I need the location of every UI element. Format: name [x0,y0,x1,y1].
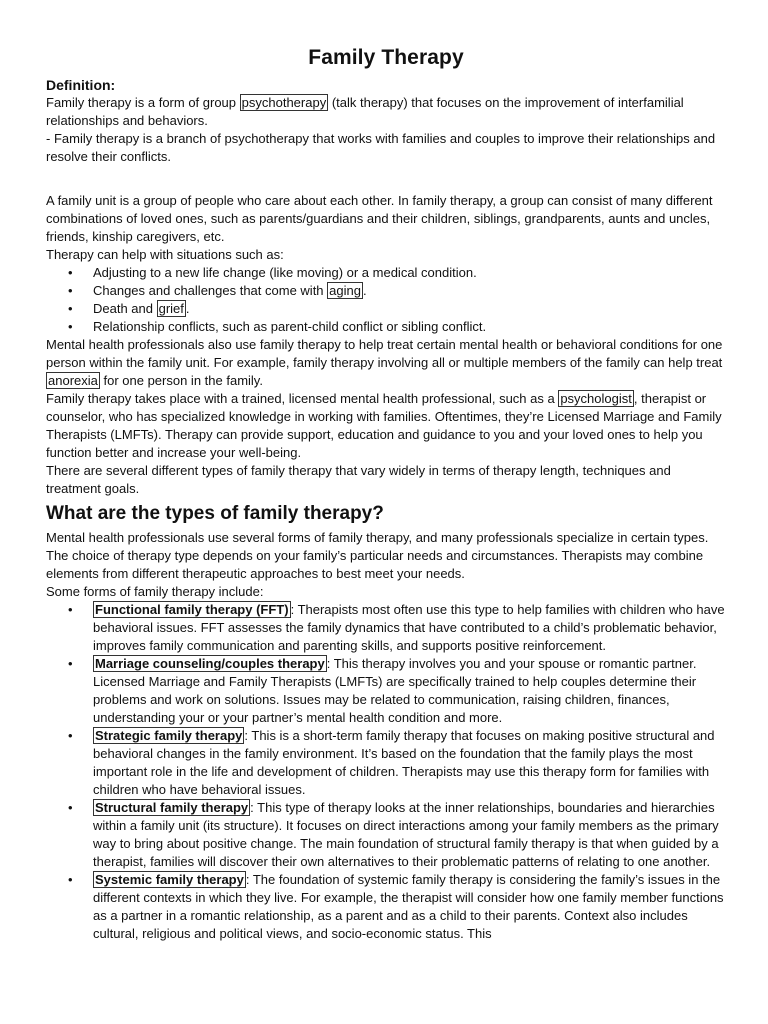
definition-text-before: Family therapy is a form of group [46,95,240,110]
strategic-therapy-link[interactable]: Strategic family therapy [95,728,243,743]
definition-paragraph-2: - Family therapy is a branch of psychotherapy that works with families and couples to improve their relationships and resolve their conflicts. [46,131,716,164]
mental-health-paragraph [46,336,726,390]
systemic-therapy-link[interactable]: Systemic family therapy [95,872,244,887]
spacer [46,166,726,192]
fft-link[interactable]: Functional family therapy (FFT) [95,602,289,617]
several-types-paragraph: There are several different types of family therapy that vary widely in terms of therapy length, techniques and treatment goals. [46,463,671,496]
types-intro-paragraph: Mental health professionals use several forms of family therapy, and many professionals specialize in certain types. The choice of therapy type depends on your family’s particular needs and circumstances. Therapists may combine elements from different therapeutic approaches to best meet your needs. [46,530,709,581]
list-item-text: Changes and challenges that come with [93,283,328,298]
therapy-types-list [46,601,726,943]
psychotherapy-link[interactable]: psychotherapy [241,95,327,110]
situations-list [46,264,726,336]
list-item-text: . [185,301,190,316]
family-unit-paragraph: A family unit is a group of people who care about each other. In family therapy, a group can consist of many different combinations of loved ones, such as parents/guardians and their children, siblings, grandparents, aunts and uncles, friends, kinship caregivers, etc. [46,193,713,244]
paragraph-text: , therapist or counselor, who has specialized knowledge in working with families. Oftentimes, they’re Licensed Marriage and Family Therapists (LMFTs). Therapy can provide support, education and guidance to you and your loved ones to help you function better and increase your well-being. [46,391,722,460]
situations-intro: Therapy can help with situations such as: [46,247,284,262]
list-item [46,300,726,318]
paragraph-text: Family therapy takes place with a trained, licensed mental health professional, such as a [46,391,559,406]
types-heading: What are the types of family therapy? [46,503,384,524]
definition-paragraph-1 [46,94,726,130]
list-item: • Relationship conflicts, such as parent-child conflict or sibling conflict. [46,318,726,336]
list-item-text: Death and [93,301,157,316]
aging-link[interactable]: aging [329,283,361,298]
psychologist-link[interactable]: psychologist [560,391,632,406]
structural-therapy-link[interactable]: Structural family therapy [95,800,249,815]
list-item [46,601,726,655]
document-page [46,44,726,943]
list-item-text: : The foundation of systemic family therapy is considering the family’s issues in the different contexts in which they live. For example, the therapist will consider how one family member functions as a partner in a romantic relationship, as a parent and as a child to their parents. Context also includes cultural, religious and political views, and socio-economic status. This [93,872,724,941]
definition-heading: Definition: [46,77,116,93]
list-item [46,655,726,727]
list-item-text: . [362,283,367,298]
forms-intro: Some forms of family therapy include: [46,584,264,599]
list-item-text: : This is a short-term family therapy that focuses on making positive structural and behavioral changes in the family environment. It’s based on the foundation that the family plays the most important role in the life and development of children. Therapists may use this therapy form for families with children who have behavioral issues. [93,728,715,797]
list-item [46,799,726,871]
anorexia-link[interactable]: anorexia [48,373,98,388]
marriage-counseling-link[interactable]: Marriage counseling/couples therapy [95,656,325,671]
paragraph-text: Mental health professionals also use family therapy to help treat certain mental health or behavioral conditions for one person within the family unit. For example, family therapy involving all or multiple members of the family can help treat [46,337,723,370]
list-item [46,871,726,943]
takes-place-paragraph [46,390,726,462]
list-item-text: : This type of therapy looks at the inner relationships, boundaries and hierarchies within a family unit (its structure). It focuses on direct interactions among your family members as the primary way to bring about positive change. The main foundation of structural family therapy is that when guided by a therapist, families will discover their own alternatives to their problematic patterns of relating to one another. [93,800,719,869]
grief-link[interactable]: grief [158,301,184,316]
definition-text-after: (talk therapy) that focuses on the improvement of interfamilial relationships and behaviors. [46,95,684,128]
list-item: • Adjusting to a new life change (like moving) or a medical condition. [46,264,726,282]
list-item [46,727,726,799]
page-title: Family Therapy [308,46,464,69]
list-item [46,282,726,300]
list-item-text: : This therapy involves you and your spouse or romantic partner. Licensed Marriage and Family Therapists (LMFTs) are specifically trained to help couples determine their problems and work on solutions. Issues may be related to communication, raising children, finances, understanding your or your partner’s mental health condition and more. [93,656,697,725]
list-item-text: : Therapists most often use this type to help families with children who have behavioral issues. FFT assesses the family dynamics that have contributed to a child’s problematic behavior, improves family communication and parenting skills, and supports positive reinforcement. [93,602,725,653]
paragraph-text: for one person in the family. [99,373,263,388]
